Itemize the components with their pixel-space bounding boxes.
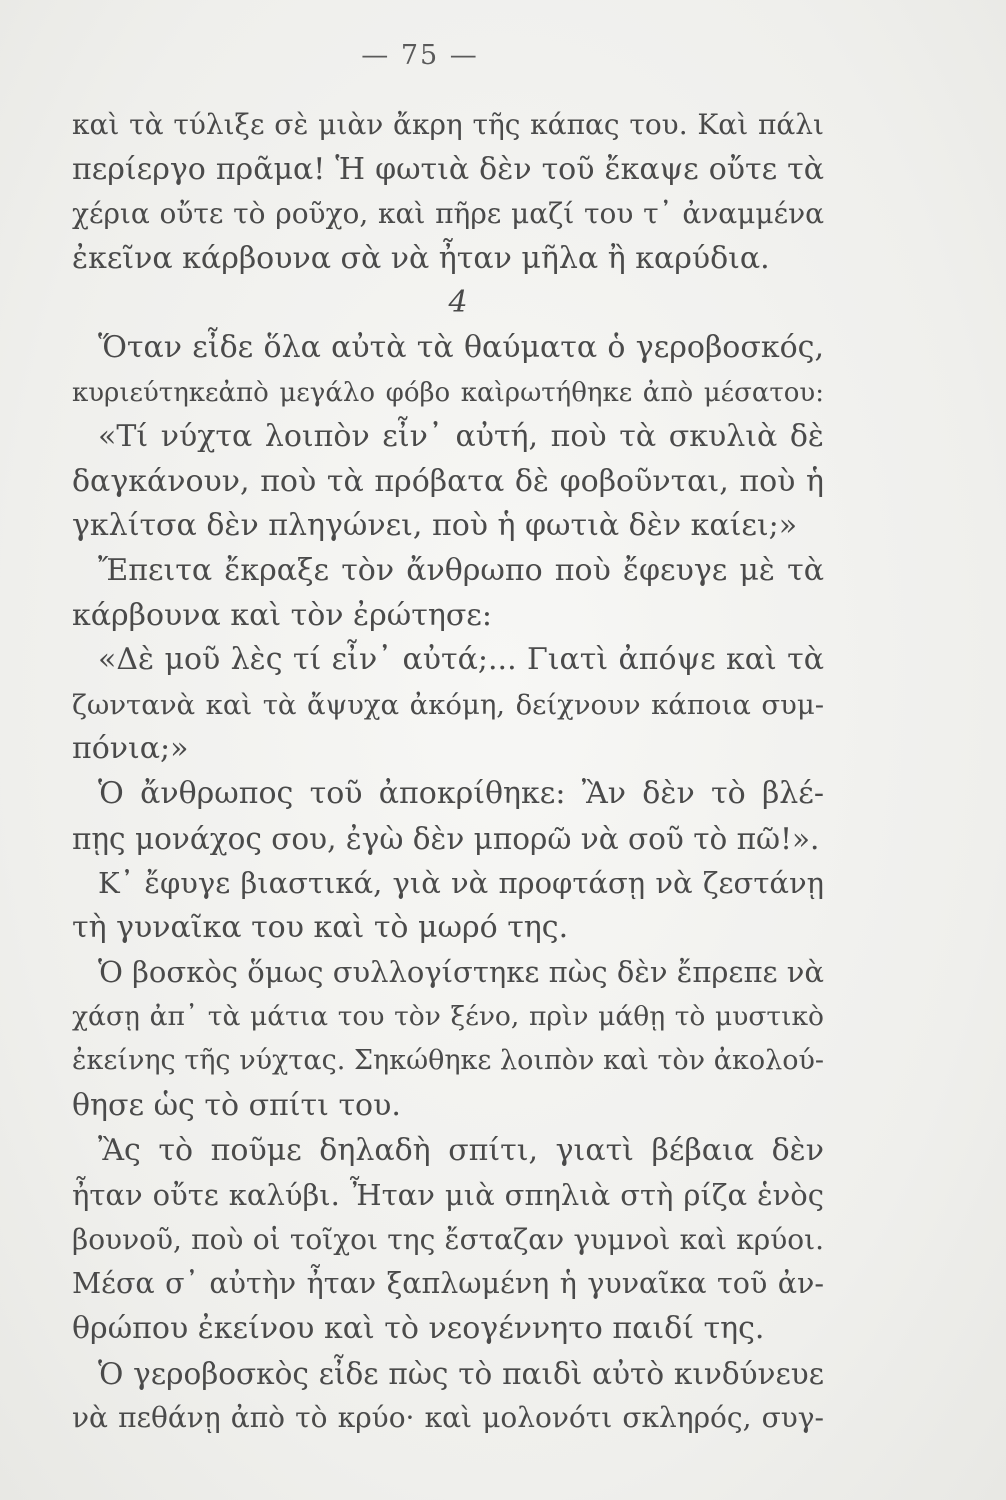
text-line: κάρβουνα καὶ τὸν ἐρώτησε:	[72, 597, 492, 633]
text-line: Μέσα σ᾽ αὐτὴν ἦταν ξαπλωμένη ἡ γυναῖκα τοῦ ἀν-	[72, 1267, 824, 1301]
text-line: δαγκάνουν, ποὺ τὰ πρόβατα δὲ φοβοῦνται, ποὺ ἡ	[72, 463, 824, 499]
text-line: βουνοῦ, ποὺ οἱ τοῖχοι της ἔσταζαν γυμνοὶ καὶ κρύοι.	[72, 1222, 824, 1256]
text-line: νὰ πεθάνῃ ἀπὸ τὸ κρύο· καὶ μολονότι σκληρός, συγ-	[72, 1401, 824, 1435]
text-line: ἦταν οὔτε καλύβι. Ἦταν μιὰ σπηλιὰ στὴ ρίζα ἑνὸς	[72, 1178, 824, 1213]
text-line: πόνια;»	[72, 731, 189, 767]
text-line: Κ᾽ ἔφυγε βιαστικά, γιὰ νὰ προφτάσῃ νὰ ζεστάνῃ	[98, 866, 824, 901]
text-line: Ὁ βοσκὸς ὅμως συλλογίστηκε πὼς δὲν ἔπρεπε νὰ	[98, 955, 824, 990]
text-line: χάσῃ ἀπ᾽ τὰ μάτια του τὸν ξένο, πρὶν μάθῃ τὸ μυστικὸ	[72, 1000, 824, 1032]
text-line: καὶ τὰ τύλιξε σὲ μιὰν ἄκρη τῆς κάπας του. Καὶ πάλι	[72, 108, 824, 141]
text-line: Ὁ γεροβοσκὸς εἶδε πὼς τὸ παιδὶ αὐτὸ κινδύνευε	[98, 1356, 824, 1391]
text-line: ἐκείνης τῆς νύχτας. Σηκώθηκε λοιπὸν καὶ τὸν ἀκολού-	[72, 1045, 824, 1077]
text-line: ζωντανὰ καὶ τὰ ἄψυχα ἀκόμη, δείχνουν κάποια συμ-	[72, 688, 824, 721]
text-line: ἐκεῖνα κάρβουνα σὰ νὰ ἦταν μῆλα ἢ καρύδια.	[72, 240, 770, 276]
text-line: πῃς μονάχος σου, ἐγὼ δὲν μπορῶ νὰ σοῦ τὸ πῶ!».	[72, 821, 820, 856]
text-line: θρώπου ἐκείνου καὶ τὸ νεογέννητο παιδί της.	[72, 1311, 765, 1347]
text-line: Ἔπειτα ἔκραξε τὸν ἄνθρωπο ποὺ ἔφευγε μὲ τὰ	[98, 552, 824, 588]
text-line: Ὅταν εἶδε ὅλα αὐτὰ τὰ θαύματα ὁ γεροβοσκός,	[98, 329, 824, 365]
text-line: «Δὲ μοῦ λὲς τί εἶν᾽ αὐτά;... Γιατὶ ἀπόψε καὶ τὰ	[98, 642, 824, 678]
text-line: περίεργο πρᾶμα! Ἡ φωτιὰ δὲν τοῦ ἔκαψε οὔτε τὰ	[72, 151, 824, 187]
text-line: «Τί νύχτα λοιπὸν εἶν᾽ αὐτή, ποὺ τὰ σκυλιὰ δὲ	[98, 419, 824, 455]
text-line: χέρια οὔτε τὸ ροῦχο, καὶ πῆρε μαζί του τ᾽ ἀναμμένα	[72, 197, 824, 231]
text-line: θησε ὡς τὸ σπίτι του.	[72, 1088, 401, 1124]
text-line: κυριεύτηκεἀπὸ μεγάλο φόβο καὶρωτήθηκε ἀπὸ μέσατου:	[72, 377, 824, 408]
text-line: γκλίτσα δὲν πληγώνει, ποὺ ἡ φωτιὰ δὲν καίει;»	[72, 508, 798, 544]
text-line: Ἂς τὸ ποῦμε δηλαδὴ σπίτι, γιατὶ βέβαια δὲν	[98, 1132, 824, 1168]
page-number: — 75 —	[361, 40, 479, 71]
body-text	[72, 103, 824, 1441]
text-line: τὴ γυναῖκα του καὶ τὸ μωρό της.	[72, 909, 569, 945]
text-line: Ὁ ἄνθρωπος τοῦ ἀποκρίθηκε: Ἂν δὲν τὸ βλέ-	[98, 775, 824, 811]
section-number: 4	[448, 285, 468, 321]
